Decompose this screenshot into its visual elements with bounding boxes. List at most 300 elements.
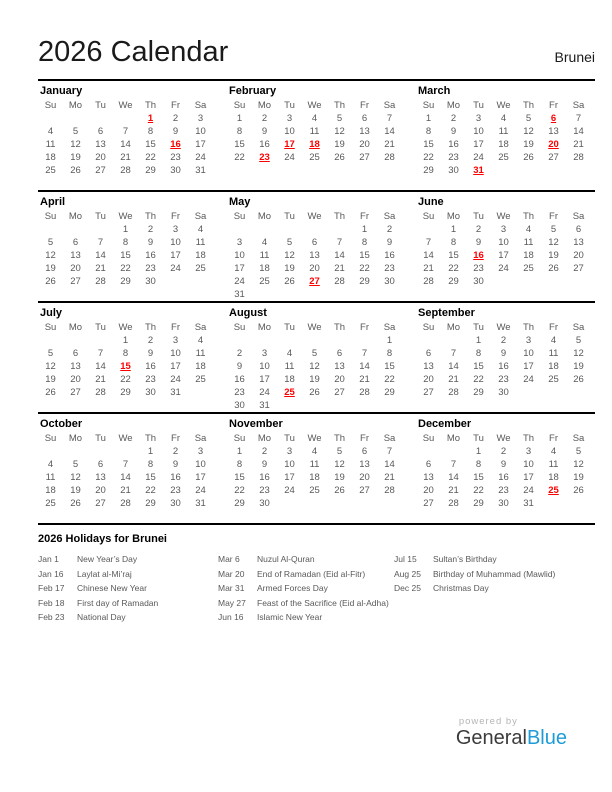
day-header-cell: Fr bbox=[171, 100, 180, 111]
date-cell: 2 bbox=[172, 446, 179, 457]
date-cell bbox=[352, 497, 377, 510]
date-cell: 29 bbox=[384, 387, 395, 398]
date-cell: 4 bbox=[311, 446, 318, 457]
date-cell: 17 bbox=[234, 263, 245, 274]
date-cell: 4 bbox=[261, 237, 268, 248]
date-cell: 7 bbox=[122, 459, 129, 470]
date-cell: 31 bbox=[170, 387, 181, 398]
week-row bbox=[416, 497, 591, 510]
date-cell: 13 bbox=[359, 459, 370, 470]
date-cell: 7 bbox=[97, 348, 104, 359]
date-cell bbox=[327, 223, 352, 236]
date-cell bbox=[491, 164, 516, 177]
date-cell bbox=[113, 445, 138, 458]
date-cell: 4 bbox=[525, 224, 532, 235]
date-cell: 7 bbox=[97, 237, 104, 248]
day-header-cell: Fr bbox=[549, 211, 558, 222]
holiday-column bbox=[218, 552, 394, 625]
date-cell: 25 bbox=[45, 498, 56, 509]
holiday-entry bbox=[218, 581, 394, 596]
holiday-date-cell: 27 bbox=[309, 276, 320, 287]
month-name: August bbox=[229, 307, 267, 319]
date-cell: 1 bbox=[122, 335, 129, 346]
date-cell: 24 bbox=[170, 263, 181, 274]
holiday-entry-date: Aug 25 bbox=[394, 568, 421, 579]
date-cell: 10 bbox=[523, 348, 534, 359]
date-cell bbox=[416, 223, 441, 236]
date-cell: 3 bbox=[172, 335, 179, 346]
holiday-entry bbox=[38, 610, 218, 625]
calendar-grid bbox=[38, 79, 595, 525]
month-june bbox=[416, 192, 595, 301]
date-cell: 5 bbox=[575, 446, 582, 457]
holiday-entry bbox=[218, 567, 394, 582]
date-cell: 22 bbox=[448, 263, 459, 274]
day-header-cell: We bbox=[496, 322, 511, 333]
week-row bbox=[38, 151, 213, 164]
date-cell: 20 bbox=[334, 374, 345, 385]
date-cell: 23 bbox=[170, 152, 181, 163]
holiday-entry bbox=[38, 596, 218, 611]
date-cell: 15 bbox=[448, 250, 459, 261]
date-cell: 29 bbox=[120, 387, 131, 398]
day-header-cell: Mo bbox=[257, 100, 272, 111]
week-row bbox=[38, 236, 213, 249]
date-cell bbox=[277, 288, 302, 301]
date-cell: 19 bbox=[548, 250, 559, 261]
date-cell: 13 bbox=[359, 126, 370, 137]
date-cell: 24 bbox=[259, 387, 270, 398]
date-cell: 14 bbox=[573, 126, 584, 137]
date-cell: 31 bbox=[195, 498, 206, 509]
date-cell: 26 bbox=[573, 374, 584, 385]
date-cell: 30 bbox=[473, 276, 484, 287]
date-cell: 22 bbox=[120, 263, 131, 274]
date-cell bbox=[302, 399, 327, 412]
day-header-cell: We bbox=[118, 322, 133, 333]
date-cell: 23 bbox=[170, 485, 181, 496]
holiday-entry bbox=[394, 567, 595, 582]
date-cell: 3 bbox=[172, 224, 179, 235]
date-cell: 19 bbox=[573, 472, 584, 483]
date-cell: 7 bbox=[450, 348, 457, 359]
holiday-entry-date: May 27 bbox=[218, 597, 246, 608]
date-cell: 10 bbox=[170, 348, 181, 359]
week-row bbox=[38, 497, 213, 510]
holiday-entry-date: Jan 1 bbox=[38, 554, 59, 564]
day-header-cell: Sa bbox=[194, 211, 207, 222]
date-cell: 28 bbox=[384, 152, 395, 163]
date-cell: 6 bbox=[575, 224, 582, 235]
date-cell: 21 bbox=[120, 485, 131, 496]
holiday-entry-name: Nuzul Al-Quran bbox=[257, 554, 315, 564]
date-cell: 4 bbox=[197, 224, 204, 235]
month-name: February bbox=[229, 85, 277, 97]
date-cell: 5 bbox=[72, 126, 79, 137]
date-cell: 12 bbox=[573, 459, 584, 470]
week-row bbox=[38, 445, 213, 458]
date-cell: 8 bbox=[122, 348, 129, 359]
day-header-cell: Fr bbox=[549, 322, 558, 333]
date-cell: 20 bbox=[423, 485, 434, 496]
date-cell bbox=[227, 223, 252, 236]
day-header-cell: Sa bbox=[572, 322, 585, 333]
date-cell: 18 bbox=[548, 361, 559, 372]
date-cell: 30 bbox=[145, 276, 156, 287]
holiday-entry-name: Birthday of Muhammad (Mawlid) bbox=[433, 568, 556, 579]
date-cell bbox=[88, 445, 113, 458]
date-cell: 26 bbox=[70, 165, 81, 176]
date-cell bbox=[188, 386, 213, 399]
date-cell bbox=[541, 386, 566, 399]
date-cell: 27 bbox=[359, 485, 370, 496]
date-cell: 26 bbox=[573, 485, 584, 496]
date-cell bbox=[302, 497, 327, 510]
holiday-entry-name: Christmas Day bbox=[433, 583, 489, 593]
date-cell: 7 bbox=[450, 459, 457, 470]
date-cell: 3 bbox=[197, 113, 204, 124]
date-cell: 22 bbox=[234, 485, 245, 496]
week-row bbox=[416, 262, 591, 275]
day-header-row bbox=[416, 432, 591, 445]
date-cell: 31 bbox=[195, 165, 206, 176]
week-row bbox=[38, 471, 213, 484]
week-row bbox=[227, 275, 402, 288]
date-cell: 25 bbox=[309, 485, 320, 496]
date-cell bbox=[416, 445, 441, 458]
date-cell: 24 bbox=[523, 374, 534, 385]
date-cell: 2 bbox=[500, 335, 507, 346]
date-cell: 7 bbox=[575, 113, 582, 124]
date-cell: 3 bbox=[261, 348, 268, 359]
holiday-date-cell: 16 bbox=[170, 139, 181, 150]
date-cell: 24 bbox=[234, 276, 245, 287]
day-header-row bbox=[227, 99, 402, 112]
date-cell: 20 bbox=[95, 152, 106, 163]
day-header-cell: Sa bbox=[383, 211, 396, 222]
date-cell: 18 bbox=[548, 472, 559, 483]
week-row bbox=[38, 360, 213, 373]
date-cell: 9 bbox=[147, 237, 154, 248]
date-cell: 12 bbox=[70, 472, 81, 483]
date-cell: 31 bbox=[234, 289, 245, 300]
date-cell: 13 bbox=[573, 237, 584, 248]
date-cell: 13 bbox=[423, 472, 434, 483]
date-cell: 1 bbox=[147, 446, 154, 457]
date-cell: 15 bbox=[473, 361, 484, 372]
date-cell: 18 bbox=[498, 139, 509, 150]
date-cell: 2 bbox=[450, 113, 457, 124]
date-cell: 27 bbox=[423, 498, 434, 509]
date-cell: 19 bbox=[70, 485, 81, 496]
date-cell: 14 bbox=[120, 139, 131, 150]
week-row bbox=[227, 399, 402, 412]
date-cell: 4 bbox=[550, 446, 557, 457]
date-cell: 10 bbox=[523, 459, 534, 470]
date-cell: 14 bbox=[359, 361, 370, 372]
date-cell: 30 bbox=[448, 165, 459, 176]
date-cell: 30 bbox=[170, 165, 181, 176]
date-cell: 25 bbox=[498, 152, 509, 163]
date-cell: 24 bbox=[195, 152, 206, 163]
date-cell: 27 bbox=[573, 263, 584, 274]
week-row bbox=[416, 164, 591, 177]
date-cell: 9 bbox=[386, 237, 393, 248]
date-cell: 6 bbox=[72, 348, 79, 359]
week-row bbox=[38, 249, 213, 262]
date-cell bbox=[227, 334, 252, 347]
date-cell: 20 bbox=[70, 263, 81, 274]
week-row bbox=[416, 484, 591, 497]
day-header-row bbox=[38, 321, 213, 334]
month-table bbox=[416, 99, 591, 177]
day-header-cell: We bbox=[118, 100, 133, 111]
date-cell bbox=[38, 112, 63, 125]
date-cell: 28 bbox=[359, 387, 370, 398]
date-cell: 13 bbox=[70, 361, 81, 372]
week-row bbox=[416, 347, 591, 360]
day-header-cell: Sa bbox=[572, 100, 585, 111]
month-name: November bbox=[229, 418, 283, 430]
brand-general-text: General bbox=[455, 727, 527, 749]
date-cell: 29 bbox=[448, 276, 459, 287]
date-cell: 7 bbox=[386, 113, 393, 124]
month-table bbox=[227, 210, 402, 301]
date-cell: 6 bbox=[361, 446, 368, 457]
date-cell bbox=[516, 386, 541, 399]
holiday-entry bbox=[394, 581, 595, 596]
week-row bbox=[227, 386, 402, 399]
day-header-cell: Mo bbox=[257, 322, 272, 333]
date-cell: 12 bbox=[523, 126, 534, 137]
holidays-heading: 2026 Holidays for Brunei bbox=[38, 533, 167, 545]
date-cell: 14 bbox=[334, 250, 345, 261]
day-header-cell: Su bbox=[422, 100, 435, 111]
date-cell: 14 bbox=[120, 472, 131, 483]
date-cell: 13 bbox=[334, 361, 345, 372]
day-header-row bbox=[38, 210, 213, 223]
date-cell: 26 bbox=[548, 263, 559, 274]
date-cell: 3 bbox=[525, 335, 532, 346]
date-cell bbox=[566, 386, 591, 399]
day-header-cell: Su bbox=[233, 211, 246, 222]
date-cell: 18 bbox=[45, 485, 56, 496]
generalblue-logo bbox=[456, 727, 567, 750]
day-header-cell: Fr bbox=[360, 433, 369, 444]
date-cell bbox=[88, 112, 113, 125]
date-cell: 1 bbox=[386, 335, 393, 346]
day-header-cell: Tu bbox=[95, 211, 106, 222]
day-header-cell: Tu bbox=[284, 322, 295, 333]
day-header-cell: Mo bbox=[68, 433, 83, 444]
day-header-row bbox=[416, 321, 591, 334]
date-cell: 6 bbox=[336, 348, 343, 359]
date-cell: 22 bbox=[145, 152, 156, 163]
date-cell: 13 bbox=[95, 139, 106, 150]
date-cell: 6 bbox=[425, 459, 432, 470]
date-cell: 15 bbox=[234, 139, 245, 150]
date-cell: 24 bbox=[195, 485, 206, 496]
day-header-cell: Th bbox=[333, 322, 346, 333]
date-cell: 29 bbox=[145, 498, 156, 509]
date-cell: 9 bbox=[261, 459, 268, 470]
date-cell: 16 bbox=[145, 361, 156, 372]
week-row bbox=[227, 125, 402, 138]
week-row bbox=[227, 484, 402, 497]
date-cell: 19 bbox=[309, 374, 320, 385]
date-cell bbox=[541, 164, 566, 177]
month-table bbox=[38, 210, 213, 288]
date-cell: 19 bbox=[45, 263, 56, 274]
day-header-cell: Fr bbox=[360, 100, 369, 111]
date-cell: 26 bbox=[523, 152, 534, 163]
date-cell: 12 bbox=[284, 250, 295, 261]
date-cell: 8 bbox=[386, 348, 393, 359]
date-cell: 4 bbox=[311, 113, 318, 124]
date-cell: 27 bbox=[423, 387, 434, 398]
month-table bbox=[38, 99, 213, 177]
date-cell: 23 bbox=[145, 263, 156, 274]
date-cell: 30 bbox=[234, 400, 245, 411]
date-cell: 19 bbox=[70, 152, 81, 163]
date-cell: 11 bbox=[195, 237, 206, 248]
date-cell: 12 bbox=[45, 250, 56, 261]
date-cell: 5 bbox=[47, 348, 54, 359]
date-cell: 28 bbox=[120, 498, 131, 509]
date-cell: 6 bbox=[97, 126, 104, 137]
page-header bbox=[38, 0, 595, 69]
page-title: 2026 Calendar bbox=[38, 36, 229, 68]
month-name: January bbox=[40, 85, 83, 97]
day-header-cell: Sa bbox=[572, 211, 585, 222]
day-header-cell: We bbox=[118, 211, 133, 222]
day-header-cell: Th bbox=[144, 100, 157, 111]
date-cell bbox=[491, 275, 516, 288]
date-cell bbox=[541, 497, 566, 510]
date-cell bbox=[38, 223, 63, 236]
month-name: May bbox=[229, 196, 251, 208]
holiday-date-cell: 25 bbox=[548, 485, 559, 496]
week-row bbox=[227, 445, 402, 458]
date-cell: 8 bbox=[450, 237, 457, 248]
day-header-row bbox=[227, 321, 402, 334]
date-cell: 7 bbox=[122, 126, 129, 137]
month-name: December bbox=[418, 418, 472, 430]
date-cell: 9 bbox=[172, 126, 179, 137]
date-cell bbox=[252, 334, 277, 347]
date-cell: 3 bbox=[236, 237, 243, 248]
date-cell bbox=[566, 275, 591, 288]
date-cell: 5 bbox=[47, 237, 54, 248]
date-cell bbox=[63, 112, 88, 125]
day-header-cell: Th bbox=[522, 322, 535, 333]
date-cell: 4 bbox=[197, 335, 204, 346]
week-row bbox=[416, 445, 591, 458]
date-cell: 26 bbox=[334, 485, 345, 496]
week-row bbox=[38, 125, 213, 138]
date-cell: 22 bbox=[384, 374, 395, 385]
month-march bbox=[416, 81, 595, 190]
day-header-cell: Su bbox=[422, 322, 435, 333]
date-cell: 29 bbox=[473, 387, 484, 398]
date-cell bbox=[302, 288, 327, 301]
day-header-cell: Su bbox=[422, 211, 435, 222]
week-row bbox=[38, 458, 213, 471]
week-row bbox=[38, 275, 213, 288]
date-cell: 3 bbox=[525, 446, 532, 457]
day-header-cell: Su bbox=[233, 322, 246, 333]
date-cell: 16 bbox=[498, 472, 509, 483]
date-cell: 23 bbox=[498, 374, 509, 385]
date-cell: 15 bbox=[473, 472, 484, 483]
date-cell: 8 bbox=[425, 126, 432, 137]
date-cell: 25 bbox=[195, 374, 206, 385]
date-cell: 18 bbox=[195, 361, 206, 372]
week-row bbox=[38, 386, 213, 399]
holiday-entry bbox=[38, 552, 218, 567]
date-cell: 24 bbox=[473, 152, 484, 163]
date-cell: 28 bbox=[120, 165, 131, 176]
day-header-cell: Th bbox=[522, 100, 535, 111]
date-cell: 1 bbox=[361, 224, 368, 235]
date-cell: 15 bbox=[423, 139, 434, 150]
date-cell: 25 bbox=[45, 165, 56, 176]
date-cell: 2 bbox=[147, 335, 154, 346]
date-cell: 1 bbox=[236, 113, 243, 124]
date-cell: 19 bbox=[334, 139, 345, 150]
date-cell bbox=[566, 164, 591, 177]
day-header-cell: Sa bbox=[572, 433, 585, 444]
day-header-cell: Th bbox=[144, 322, 157, 333]
date-cell: 2 bbox=[500, 446, 507, 457]
date-cell: 30 bbox=[259, 498, 270, 509]
week-row bbox=[227, 471, 402, 484]
date-cell bbox=[38, 445, 63, 458]
date-cell: 9 bbox=[500, 348, 507, 359]
date-cell: 9 bbox=[475, 237, 482, 248]
date-cell: 12 bbox=[309, 361, 320, 372]
month-august bbox=[227, 303, 406, 412]
date-cell: 14 bbox=[384, 459, 395, 470]
day-header-cell: Th bbox=[522, 433, 535, 444]
week-row bbox=[416, 236, 591, 249]
date-cell: 15 bbox=[120, 250, 131, 261]
date-cell: 5 bbox=[311, 348, 318, 359]
date-cell: 23 bbox=[498, 485, 509, 496]
date-cell: 21 bbox=[334, 263, 345, 274]
date-cell: 16 bbox=[448, 139, 459, 150]
date-cell: 22 bbox=[234, 152, 245, 163]
holiday-entry-name: Laylat al-Mi’raj bbox=[77, 568, 132, 579]
day-header-cell: Fr bbox=[360, 322, 369, 333]
holiday-entry bbox=[394, 552, 595, 567]
week-row bbox=[416, 386, 591, 399]
week-row bbox=[38, 334, 213, 347]
date-cell: 28 bbox=[334, 276, 345, 287]
date-cell: 20 bbox=[309, 263, 320, 274]
date-cell bbox=[416, 334, 441, 347]
day-header-cell: Th bbox=[333, 433, 346, 444]
week-row bbox=[227, 151, 402, 164]
date-cell: 25 bbox=[548, 374, 559, 385]
date-cell: 8 bbox=[147, 126, 154, 137]
day-header-row bbox=[38, 99, 213, 112]
date-cell: 11 bbox=[523, 237, 534, 248]
week-row bbox=[227, 249, 402, 262]
holiday-entry-date: Jun 16 bbox=[218, 612, 244, 622]
date-cell: 10 bbox=[284, 459, 295, 470]
date-cell: 18 bbox=[284, 374, 295, 385]
